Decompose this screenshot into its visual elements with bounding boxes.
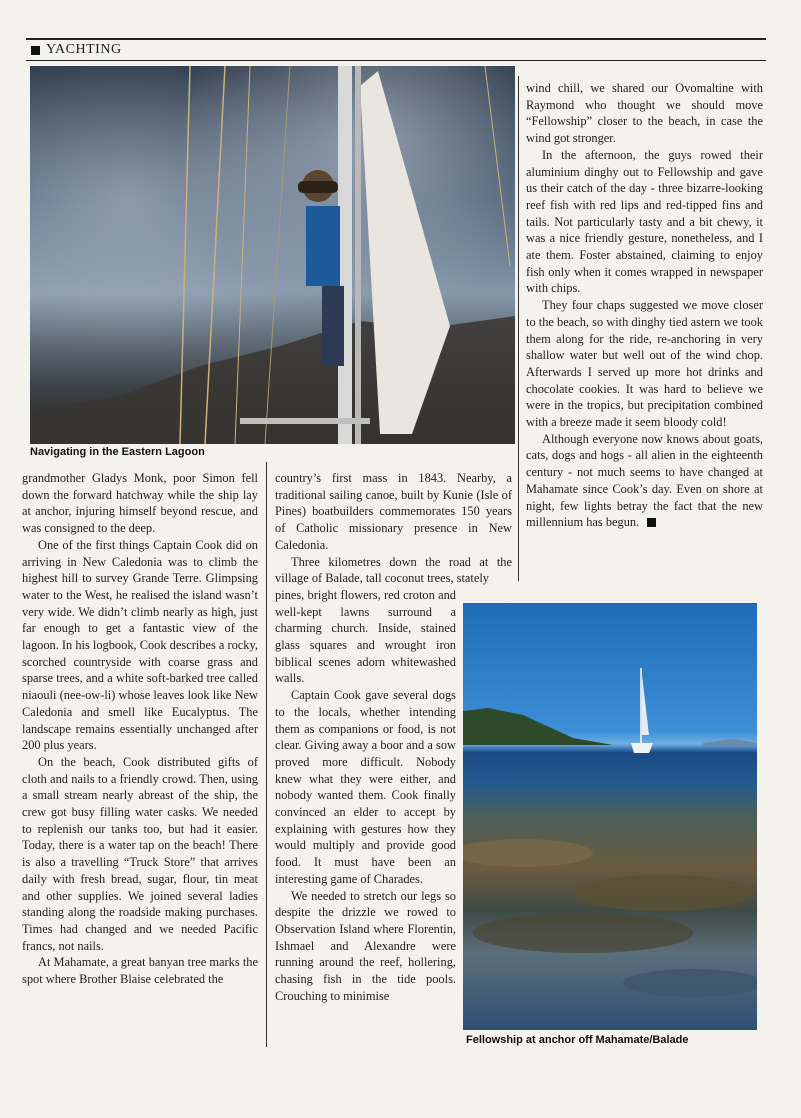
paragraph: country’s first mass in 1843. Nearby, a traditional sailing canoe, built by Kunie (Isle of Pines) boatbuilders commemorates 150 years of Catholic missionary presence in New Caledonia. [275,471,512,552]
column-rule-1 [266,462,267,1047]
photo-yacht-at-anchor [463,603,757,1030]
paragraph: In the afternoon, the guys rowed their aluminium dinghy out to Fellowship and gave us their catch of the day - three bizarre-looking reef fish with red lips and red-tipped fins and tails. Not particularly tasty and a bit chewy, it was a nice friendly gesture, nonetheless, and I ate them. Foster abstained, claiming to enjoy fish only when it comes wrapped in newspaper with chips. [526,147,763,296]
paragraph: We needed to stretch our legs so despite the drizzle we rowed to Observation Island where Florentin, Ishmael and Alexandre were running around the reef, hollering, chasing fish in the tide pools. Crouching to minimise [275,888,456,1003]
mast-illustration [30,66,515,444]
article-column-1 [22,470,258,988]
paragraph: pines, bright flowers, red croton and well-kept lawns surround a charming church. Inside, stained glass squares and wrought iron biblical scenes adorn whitewashed walls. [275,587,456,686]
paragraph: They four chaps suggested we move closer to the beach, so with dinghy tied astern we took them along for the ride, re-anchoring in very shallow water but well out of the wind chop. Afterwards I served up more hot drinks and chocolate cookies. It was hard to believe we were in the tropics, but precipitation combined with a breeze made it seem bloody cold! [526,298,763,430]
paragraph: On the beach, Cook distributed gifts of cloth and nails to a friendly crowd. Then, using a small stream nearly abreast of the ship, the crew got busy filling water casks. We needed to replenish our tanks too, but had it easier. Today, there is a water tap on the beach! There is also a travelling “Truck Store” that arrives daily with fresh bread, sugar, flour, tin meat and other supplies. We joined several ladies standing along the roadside making purchases. Times had changed and we needed Pacific francs, not nails. [22,754,258,953]
section-title: YACHTING [46,42,122,57]
section-header [26,38,766,61]
paragraph: Captain Cook gave several dogs to the locals, whether intending them as companions or food, is not clear. Giving away a boor and a sow proved more difficult. Nobody knew what they were either, and nobody wanted them. Cook finally convinced an elder to accept by explaining with gestures how they would multiply and provide good food. It must have been an interesting game of Charades. [275,688,456,886]
photo-caption-1: Navigating in the Eastern Lagoon [30,446,205,458]
photo-caption-2: Fellowship at anchor off Mahamate/Balade [466,1034,689,1046]
paragraph: wind chill, we shared our Ovomaltine with Raymond who thought we should move “Fellowship” closer to the beach, in case the wind got stronger. [526,81,763,146]
paragraph-text: Although everyone now knows about goats, cats, dogs and hogs - all alien in the eighteenth century - not much seems to have changed at Mahamate since Cook’s day. Even on shore at night, few lights betray the fact that the new millennium has begun. [526,431,763,530]
section-marker-icon [31,46,40,55]
paragraph: Three kilometres down the road at the village of Balade, tall coconut trees, stately [275,554,512,586]
end-of-article-icon [647,518,656,527]
lagoon-illustration [463,603,757,1030]
paragraph: One of the first things Captain Cook did on arriving in New Caledonia was to climb the highest hill to survey Grande Terre. Glimpsing water to the West, he realised the island wasn’t very wide. We didn’t climb nearly as high, just far enough to get a fantastic view of the lagoon. In his logbook, Cook describes a rocky, scorched countryside with coarse grass and sparse trees, and a white soft-barked tree called niaouli (nee-ow-li) whose leaves look like New Caledonia and smell like Eucalyptus. The landscape remains essentially unchanged after 200 plus years. [22,537,258,753]
paragraph [526,431,763,531]
article-column-2 [275,470,512,1005]
paragraph: grandmother Gladys Monk, poor Simon fell down the forward hatchway while the ship lay at anchor, injuring himself beyond rescue, and was consigned to the deep. [22,471,258,536]
article-column-3 [526,80,763,531]
column-rule-2 [518,76,519,581]
photo-sailing-mast [30,66,515,444]
column-2-top [275,470,512,587]
paragraph: At Mahamate, a great banyan tree marks the spot where Brother Blaise celebrated the [22,955,258,987]
